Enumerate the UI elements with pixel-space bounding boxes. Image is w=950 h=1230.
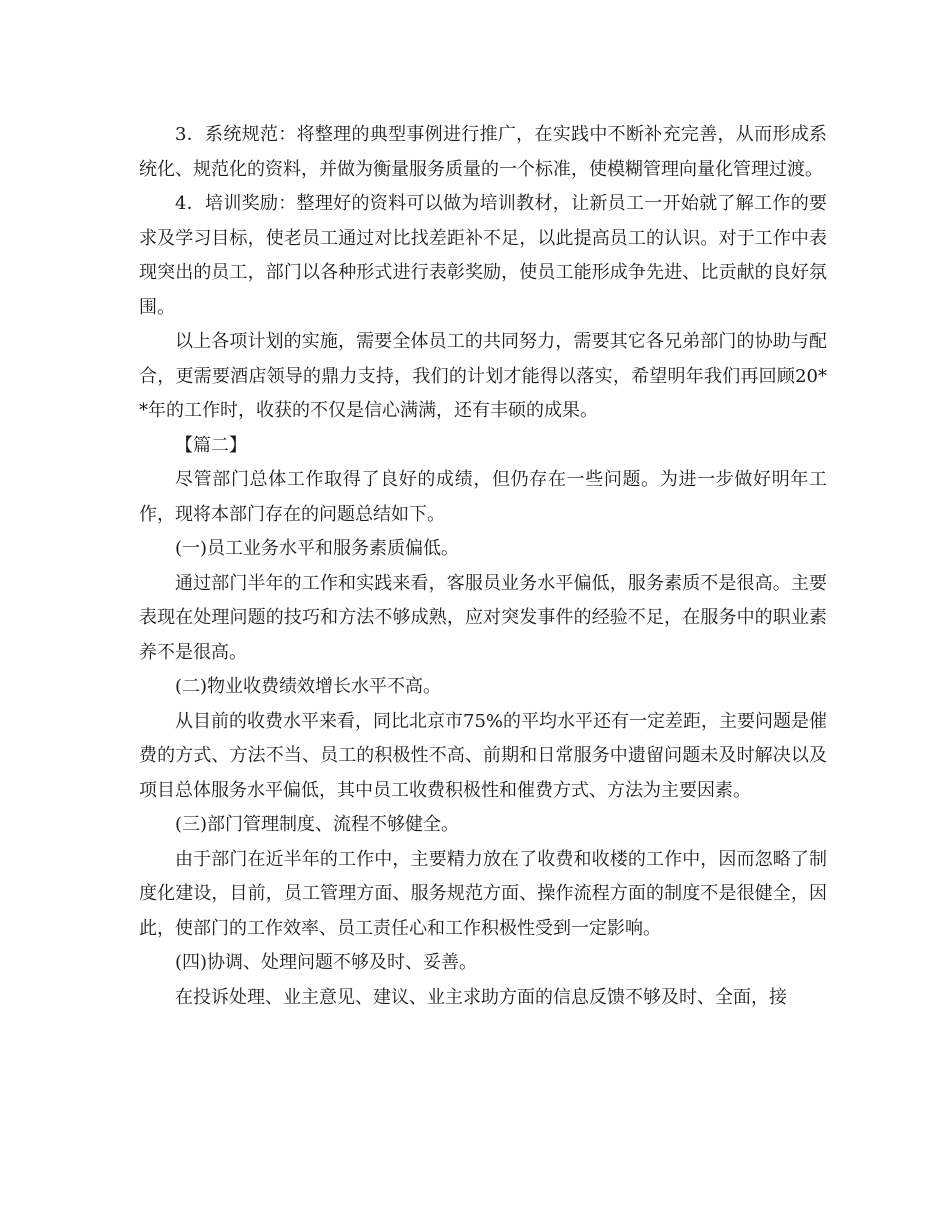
paragraph-staff-skill: 通过部门半年的工作和实践来看，客服员业务水平偏低，服务素质不是很高。主要表现在处理问题的技巧和方法不够成熟，应对突发事件的经验不足，在服务中的职业素养不是很高。 [139,572,827,663]
document-body [139,118,827,1015]
paragraph-fee-collection: 从目前的收费水平来看，同比北京市75%的平均水平还有一定差距，主要问题是催费的方式、方法不当、员工的积极性不高、前期和日常服务中遗留问题未及时解决以及项目总体服务水平偏低，其中员工收费积极性和催费方式、方法为主要因素。 [139,710,828,801]
subheading-coordination: (四)协调、处理问题不够及时、妥善。 [175,952,478,973]
paragraph-problems-intro: 尽管部门总体工作取得了良好的成绩，但仍存在一些问题。为进一步做好明年工作，现将本部门存在的问题总结如下。 [139,469,827,525]
section-heading-part-two: 【篇二】 [175,434,247,456]
paragraph-system-standard: 3．系统规范：将整理的典型事例进行推广，在实践中不断补充完善，从而形成系统化、规范化的资料，并做为衡量服务质量的一个标准，使模糊管理向量化管理过渡。 [139,124,827,180]
subheading-staff-skill: (一)员工业务水平和服务素质偏低。 [175,538,460,559]
paragraph-coordination: 在投诉处理、业主意见、建议、业主求助方面的信息反馈不够及时、全面，接 [175,986,787,1008]
paragraph-management-system: 由于部门在近半年的工作中，主要精力放在了收费和收楼的工作中，因而忽略了制度化建设，目前，员工管理方面、服务规范方面、操作流程方面的制度不是很健全，因此，使部门的工作效率、员工责任心和工作积极性受到一定影响。 [139,848,827,939]
paragraph-training-reward: 4．培训奖励：整理好的资料可以做为培训教材，让新员工一开始就了解工作的要求及学习目标，使老员工通过对比找差距补不足，以此提高员工的认识。对于工作中表现突出的员工，部门以各种形式进行表彰奖励，使员工能形成争先进、比贡献的良好氛围。 [139,193,827,318]
subheading-management-system: (三)部门管理制度、流程不够健全。 [175,814,460,835]
subheading-fee-collection: (二)物业收费绩效增长水平不高。 [175,676,442,697]
paragraph-plan-conclusion: 以上各项计划的实施，需要全体员工的共同努力，需要其它各兄弟部门的协助与配合，更需要酒店领导的鼎力支持，我们的计划才能得以落实，希望明年我们再回顾20**年的工作时，收获的不仅是信心满满，还有丰硕的成果。 [139,331,827,421]
